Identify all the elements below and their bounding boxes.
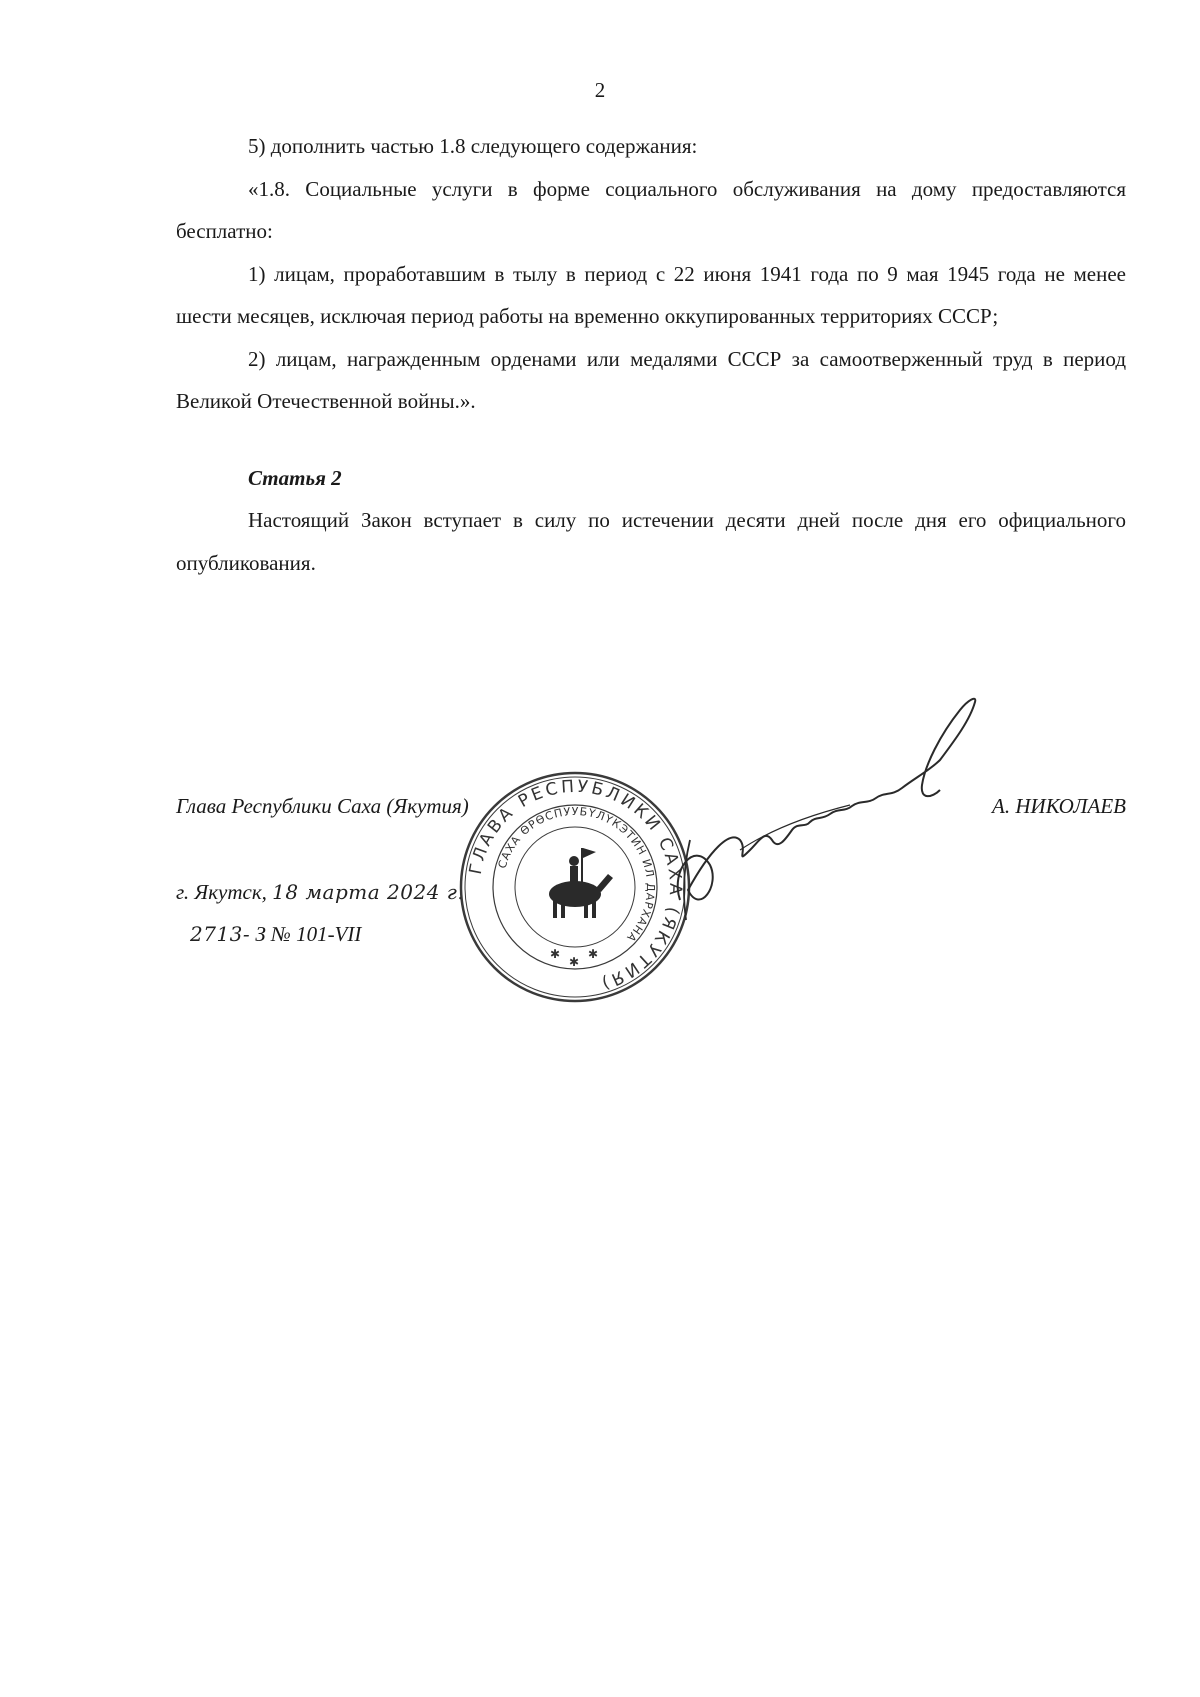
paragraph-part-1-8: «1.8. Социальные услуги в форме социального обслуживания на дому предоставляются бесплатно: (176, 176, 1126, 243)
paragraph-subitem-1: 1) лицам, проработавшим в тылу в период с 22 июня 1941 года по 9 мая 1945 года не менее шести месяцев, исключая период работы на временно оккупированных территориях СССР; (176, 261, 1126, 328)
law-number-printed: З № 101-VII (255, 922, 362, 946)
law-number-handwritten: 2713- (190, 922, 251, 946)
page-number: 2 (594, 78, 606, 102)
document-body (176, 125, 1126, 584)
signing-date-handwritten: 18 марта 2024 г. (272, 880, 465, 904)
signing-place-date (176, 880, 464, 905)
seal-star-right-icon: ✱ (588, 947, 599, 961)
article-2-text: Настоящий Закон вступает в силу по истечении десяти дней после дня его официального опубликования. (176, 508, 1126, 575)
signatory-name: А. НИКОЛАЕВ (992, 794, 1126, 818)
seal-star-mid-icon: ✱ (569, 955, 580, 969)
seal-emblem-icon (549, 848, 613, 918)
signatory-position: Глава Республики Саха (Якутия) (176, 794, 469, 818)
paragraph-subitem-2: 2) лицам, награжденным орденами или медалями СССР за самоотверженный труд в период Великой Отечественной войны.». (176, 346, 1126, 413)
seal-inner-text: САХА ӨРӨСПУУБҮЛҮКЭТИН ИЛ ДАРХАНА (495, 804, 658, 945)
seal-star-left-icon: ✱ (550, 947, 561, 961)
article-2-title: Статья 2 (248, 465, 342, 490)
signing-city: г. Якутск, (176, 880, 267, 904)
seal-outer-text: ГЛАВА РЕСПУБЛИКИ САХА (ЯКУТИЯ) (465, 776, 686, 994)
handwritten-signature (640, 690, 1060, 950)
law-number (190, 922, 361, 947)
paragraph-item-5: 5) дополнить частью 1.8 следующего содержания: (248, 134, 698, 158)
